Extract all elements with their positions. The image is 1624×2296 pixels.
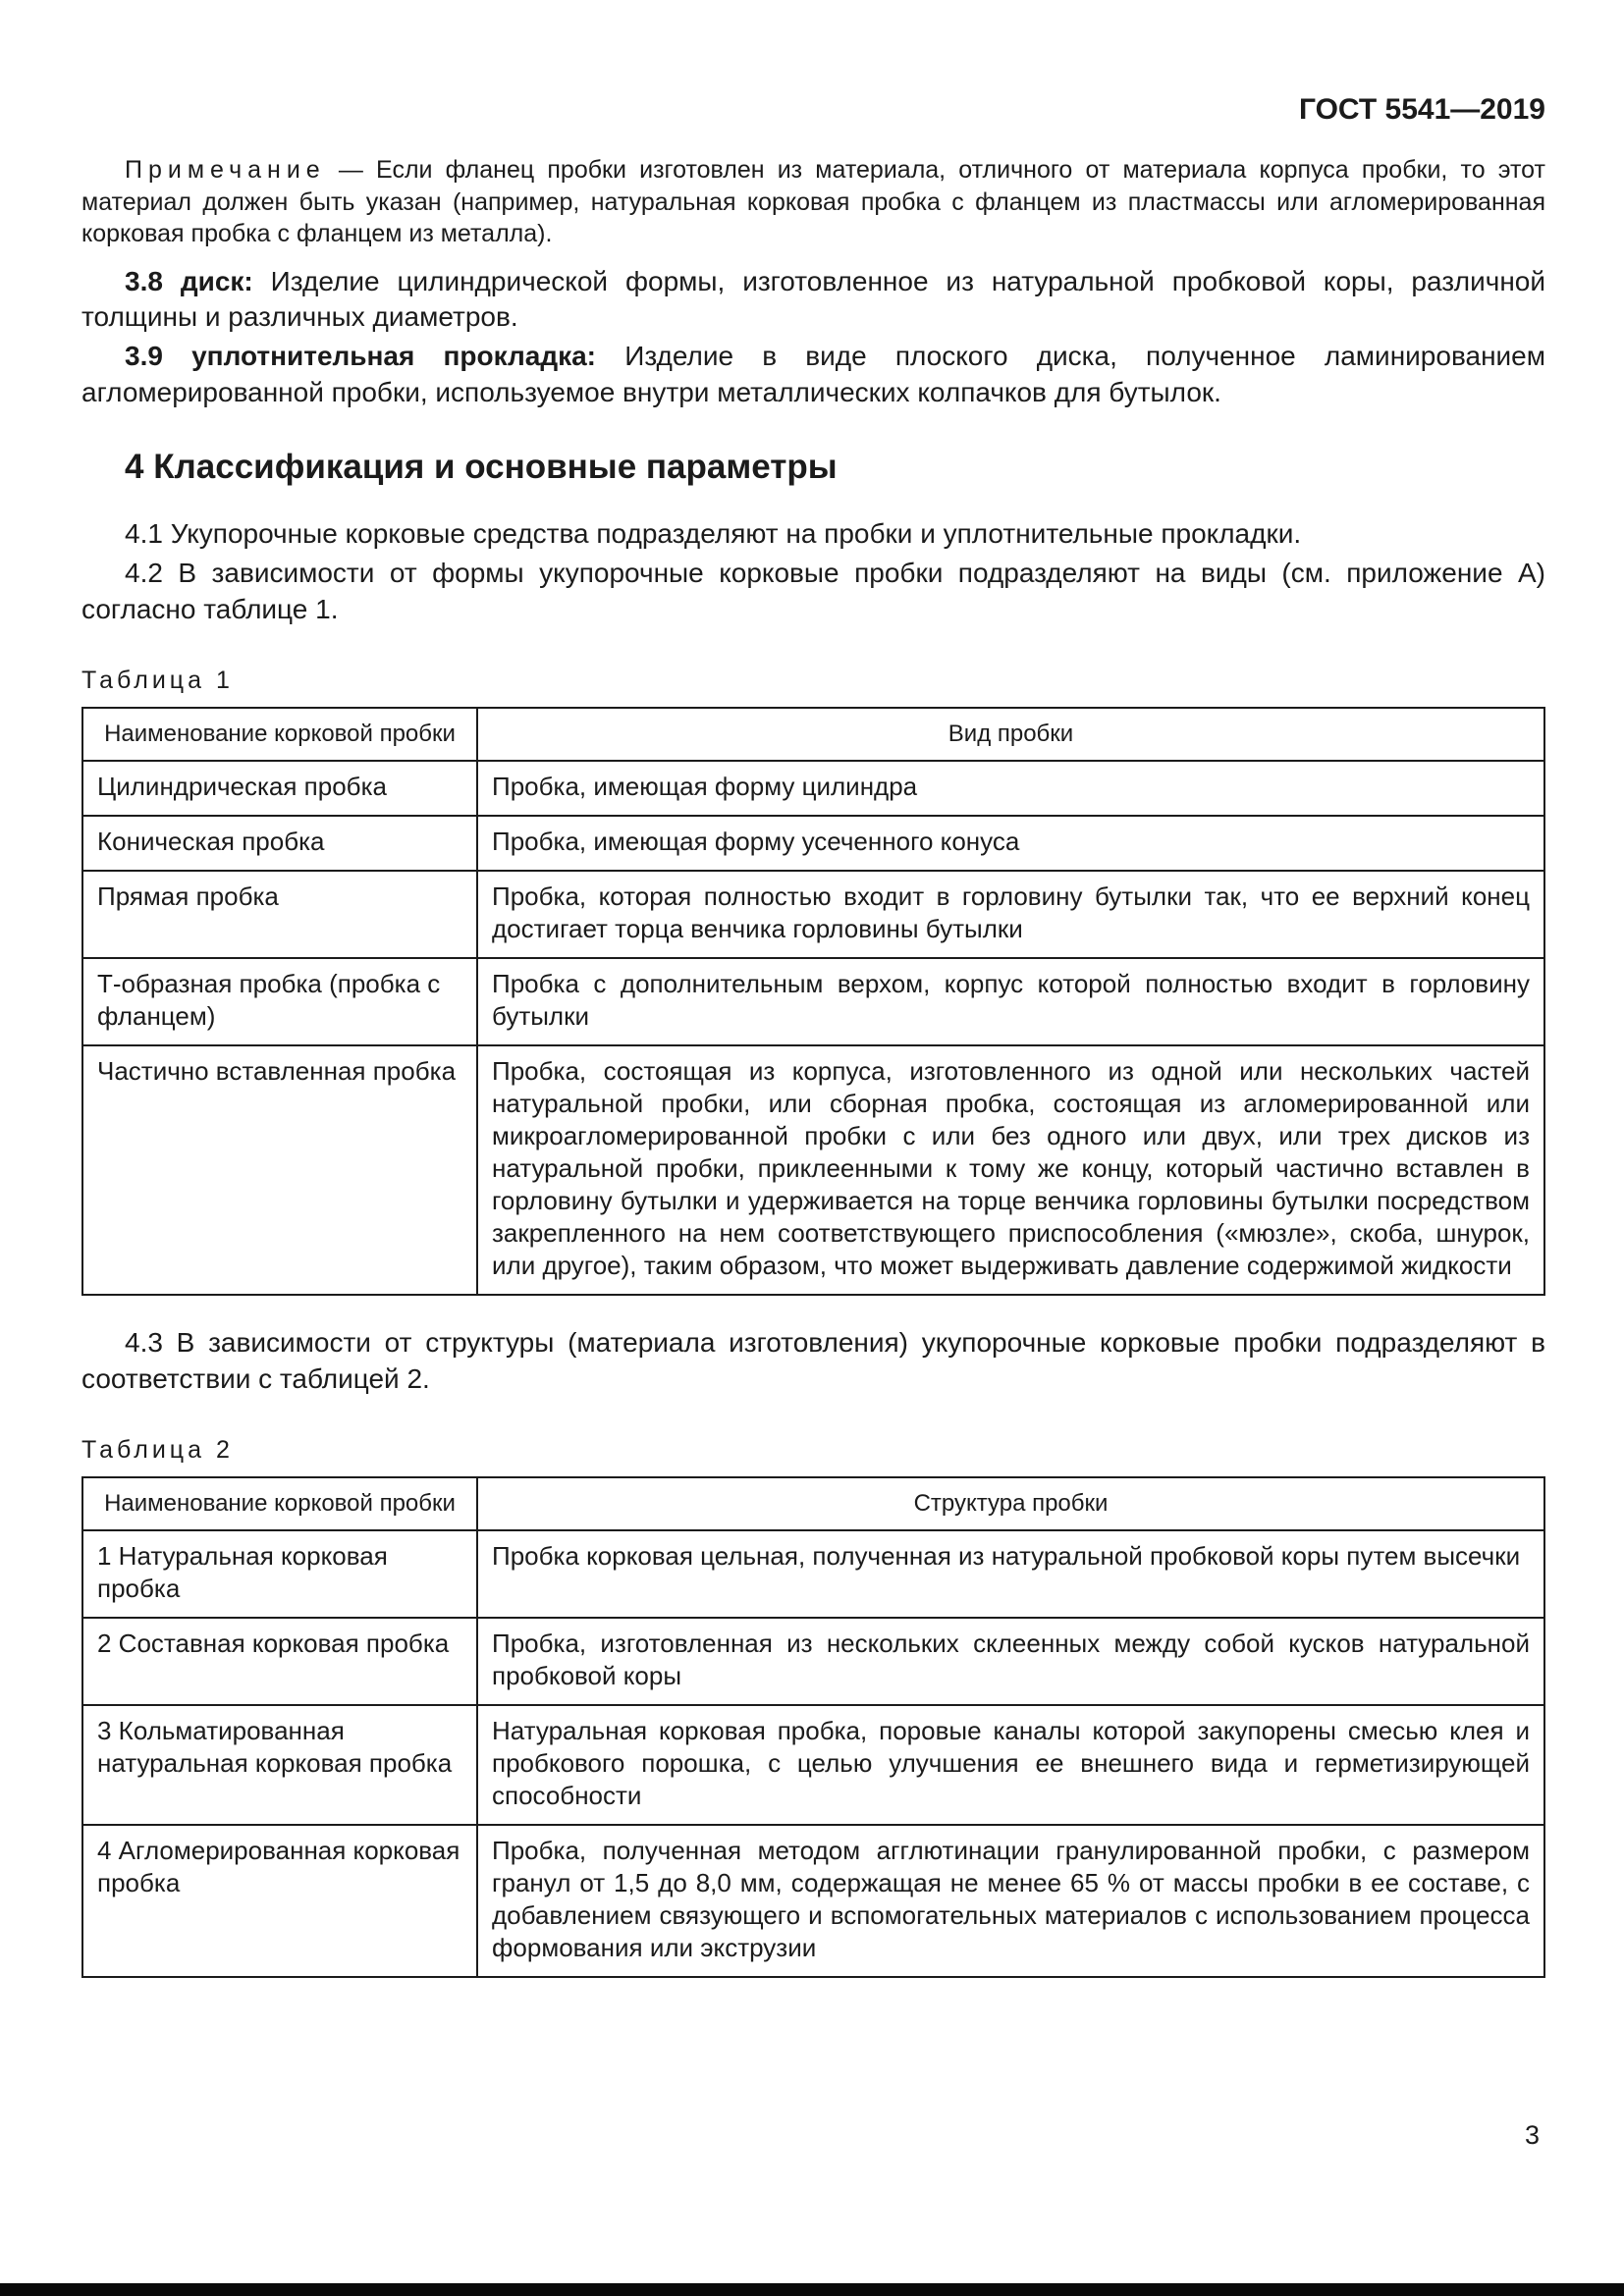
scan-edge-artifact xyxy=(0,2283,1624,2296)
table-2-row-1-name: 1 Натуральная корковая пробка xyxy=(82,1530,477,1618)
term-3-8-definition: Изделие цилиндрической формы, изготовленное из натуральной пробковой коры, различной толщины и различных диаметров. xyxy=(81,265,1545,332)
table-2-label: Таблица 2 xyxy=(81,1436,234,1465)
table-row xyxy=(82,816,1544,871)
table-row xyxy=(82,1705,1544,1825)
table-1 xyxy=(81,707,1545,1296)
term-3-9-label: 3.9 уплотнительная прокладка: xyxy=(125,341,597,372)
table-row xyxy=(82,1618,1544,1705)
term-3-9-definition: Изделие в виде плоского диска, полученное ламинированием агломерированной пробки, используемое внутри металлических колпачков для бутылок. xyxy=(81,341,1545,407)
table-row xyxy=(82,1530,1544,1618)
page-number: 3 xyxy=(1524,2120,1540,2150)
table-row xyxy=(82,1045,1544,1295)
paragraph-4-3: 4.3 В зависимости от структуры (материала изготовления) укупорочные корковые пробки подразделяют в соответствии с таблицей 2. xyxy=(81,1327,1545,1394)
table-2-row-2-name: 2 Составная корковая пробка xyxy=(82,1618,477,1705)
table-1-row-4-description: Пробка с дополнительным верхом, корпус которой полностью входит в горловину бутылки xyxy=(477,958,1544,1045)
table-2-row-3-name: 3 Кольматированная натуральная корковая пробка xyxy=(82,1705,477,1825)
note-dash: — xyxy=(338,156,363,184)
table-1-row-1-name: Цилиндрическая пробка xyxy=(82,761,477,816)
table-2-row-4-name: 4 Агломерированная корковая пробка xyxy=(82,1825,477,1977)
table-row xyxy=(82,871,1544,958)
table-row xyxy=(82,958,1544,1045)
table-1-row-5-description: Пробка, состоящая из корпуса, изготовленного из одной или нескольких частей натуральной пробки, или сборная пробка, состоящая из агломерированной или микроагломерированной пробки с или без одного или двух, или трех дисков из натуральной пробки, приклеенными к тому же концу, который частично вставлен в горловину бутылки и удерживается на торце венчика горловины бутылки посредством закрепленного на нем соответствующего приспособления («мюзле», скоба, шнурок, или другое), таким образом, что может выдерживать давление содержимой жидкости xyxy=(477,1045,1544,1295)
table-1-label: Таблица 1 xyxy=(81,667,234,695)
doc-number: ГОСТ 5541—2019 xyxy=(1298,93,1545,126)
section-4-heading: 4 Классификация и основные параметры xyxy=(125,448,838,487)
table-1-header-type: Вид пробки xyxy=(477,708,1544,761)
paragraph-4-2: 4.2 В зависимости от формы укупорочные корковые пробки подразделяют на виды (см. приложение А) согласно таблице 1. xyxy=(81,558,1545,624)
table-2-row-2-description: Пробка, изготовленная из нескольких склеенных между собой кусков натуральной пробковой коры xyxy=(477,1618,1544,1705)
table-2-row-3-description: Натуральная корковая пробка, поровые каналы которой закупорены смесью клея и пробкового порошка, с целью улучшения ее внешнего вида и герметизирующей способности xyxy=(477,1705,1544,1825)
table-1-header-name: Наименование корковой пробки xyxy=(82,708,477,761)
table-row xyxy=(82,761,1544,816)
table-1-row-2-name: Коническая пробка xyxy=(82,816,477,871)
paragraph-4-1: 4.1 Укупорочные корковые средства подразделяют на пробки и уплотнительные прокладки. xyxy=(125,518,1302,550)
note-label: Примечание xyxy=(125,156,326,184)
table-2-row-1-description: Пробка корковая цельная, полученная из натуральной пробковой коры путем высечки xyxy=(477,1530,1544,1618)
term-3-8 xyxy=(81,264,1545,336)
table-2-row-4-description: Пробка, полученная методом агглютинации гранулированной пробки, с размером гранул от 1,5 до 8,0 мм, содержащая не менее 65 % от массы пробки в ее составе, с добавлением связующего и вспомогательных материалов с использованием процесса формования или экструзии xyxy=(477,1825,1544,1977)
table-2-header-structure: Структура пробки xyxy=(477,1477,1544,1530)
table-2 xyxy=(81,1476,1545,1978)
table-2-header-name: Наименование корковой пробки xyxy=(82,1477,477,1530)
note-paragraph xyxy=(81,154,1545,250)
table-1-row-4-name: Т-образная пробка (пробка с фланцем) xyxy=(82,958,477,1045)
term-3-8-label: 3.8 диск: xyxy=(125,265,253,296)
table-1-header-row xyxy=(82,708,1544,761)
table-1-row-3-name: Прямая пробка xyxy=(82,871,477,958)
table-1-row-2-description: Пробка, имеющая форму усеченного конуса xyxy=(477,816,1544,871)
table-2-header-row xyxy=(82,1477,1544,1530)
table-1-row-3-description: Пробка, которая полностью входит в горловину бутылки так, что ее верхний конец достигает торца венчика горловины бутылки xyxy=(477,871,1544,958)
table-1-row-1-description: Пробка, имеющая форму цилиндра xyxy=(477,761,1544,816)
table-row xyxy=(82,1825,1544,1977)
note-text: Если фланец пробки изготовлен из материала, отличного от материала корпуса пробки, то этот материал должен быть указан (например, натуральная корковая пробка с фланцем из пластмассы или агломерированная корковая пробка с фланцем из металла). xyxy=(81,156,1545,247)
table-1-row-5-name: Частично вставленная пробка xyxy=(82,1045,477,1295)
term-3-9 xyxy=(81,339,1545,410)
